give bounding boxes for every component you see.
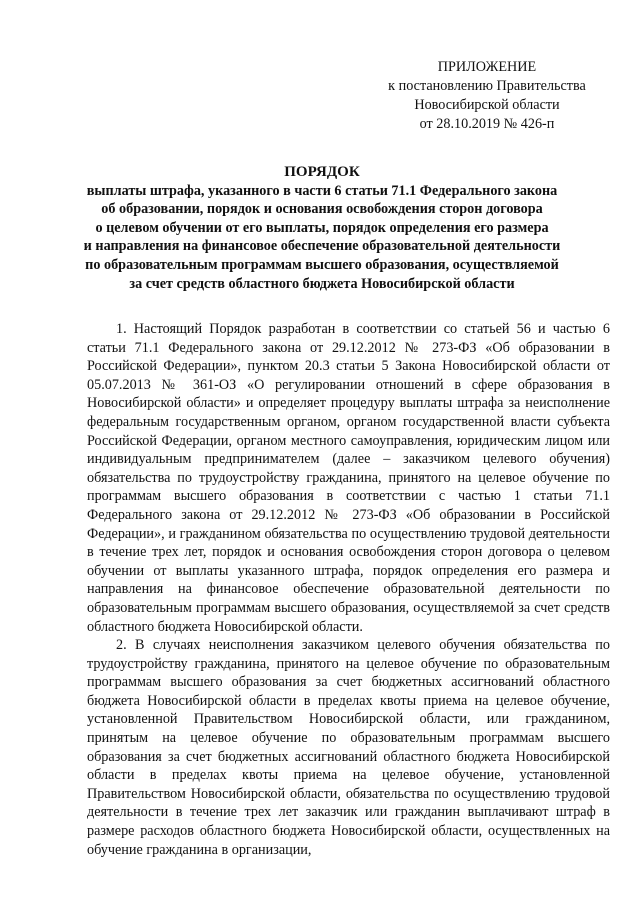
appendix-date-number: от 28.10.2019 № 426-п bbox=[419, 116, 555, 132]
document-body bbox=[87, 320, 610, 859]
title-line: выплаты штрафа, указанного в части 6 статьи 71.1 Федерального закона bbox=[86, 182, 558, 199]
title-line: за счет средств областного бюджета Новосибирской области bbox=[129, 275, 515, 292]
appendix-heading: ПРИЛОЖЕНИЕ bbox=[437, 59, 537, 75]
title-line: о целевом обучении от его выплаты, порядок определения его размера bbox=[95, 219, 549, 236]
document-title bbox=[58, 163, 586, 293]
title-line: по образовательным программам высшего образования, осуществляемой bbox=[85, 256, 559, 273]
appendix-block bbox=[372, 58, 602, 134]
title-line: об образовании, порядок и основания освобождения сторон договора bbox=[101, 201, 543, 218]
paragraph-1: 1. Настоящий Порядок разработан в соответствии со статьей 56 и частью 6 статьи 71.1 Федерального закона от 29.12.2012 № 273-ФЗ «Об образовании в Российской Федерации», пунктом 20.3 статьи 5 Закона Новосибирской области от 05.07.2013 № 361-ОЗ «О регулировании отношений в сфере образования в Новосибирской области» и определяет процедуру выплаты штрафа за неисполнение федеральным государственным органом, органом государственной власти субъекта Российской Федерации, органом местного самоуправления, юридическим лицом или индивидуальным предпринимателем (далее – заказчиком целевого обучения) обязательства по трудоустройству гражданина, принятого на целевое обучение по программам высшего образования в соответствии с частью 1 статьи 71.1 Федерального закона от 29.12.2012 № 273-ФЗ «Об образовании в Российской Федерации», и гражданином обязательства по осуществлению трудовой деятельности в течение трех лет, порядок и основания освобождения сторон договора о целевом обучении от выплаты указанного штрафа, порядок определения его размера и направления на финансовое обеспечение образовательной деятельности по образовательным программам высшего образования, осуществляемой за счет средств областного бюджета Новосибирской области. bbox=[87, 321, 610, 635]
paragraph-2: 2. В случаях неисполнения заказчиком целевого обучения обязательства по трудоустройству гражданина, принятого на целевое обучение по образовательным программам высшего образования за счет бюджетных ассигнований областного бюджета Новосибирской области в пределах квоты приема на целевое обучение, установленной Правительством Новосибирской области, или гражданином, принятым на целевое обучение по образовательным программам высшего образования за счет бюджетных ассигнований областного бюджета Новосибирской области в пределах квоты приема на целевое обучение, установленной Правительством Новосибирской области, обязательства по осуществлению трудовой деятельности в течение трех лет заказчик или гражданин выплачивают штраф в размере расходов областного бюджета Новосибирской области, осуществленных на обучение гражданина в организации, bbox=[87, 637, 610, 858]
title-line: и направления на финансовое обеспечение образовательной деятельности bbox=[83, 238, 561, 255]
appendix-resolution-line: к постановлению Правительства bbox=[388, 78, 586, 94]
title-main: ПОРЯДОК bbox=[284, 164, 360, 180]
appendix-region-line: Новосибирской области bbox=[414, 97, 560, 113]
